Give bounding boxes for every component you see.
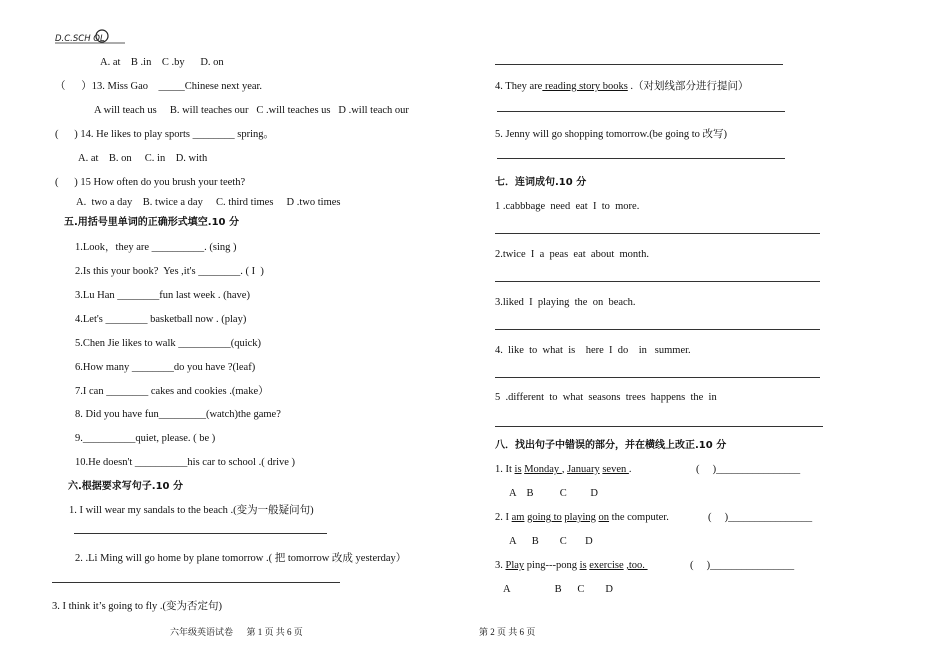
s8-question-2: 2. I am going to playing on the computer. bbox=[495, 512, 669, 523]
s8-q2-answer-blank[interactable]: ( )________________ bbox=[708, 512, 813, 523]
s7-question-1: 1 .cabbbage need eat I to more. bbox=[495, 201, 640, 212]
school-logo bbox=[55, 28, 125, 44]
s5-question-1: 1.Look，they are __________. (sing ) bbox=[75, 242, 237, 253]
q13-options: A will teach us B. will teaches our C .will teaches us D .will teach our bbox=[94, 105, 409, 116]
question-13: （ ）13. Miss Gao _____Chinese next year. bbox=[55, 81, 263, 92]
logo-text: D.C.SCH OL bbox=[55, 34, 105, 44]
s6-question-2: 2. .Li Ming will go home by plane tomorrow .( 把 tomorrow 改成 yesterday） bbox=[75, 553, 407, 564]
s8-q1-answer-blank[interactable]: ( )________________ bbox=[696, 464, 801, 475]
answer-line bbox=[495, 329, 820, 330]
question-15: ( ) 15 How often do you brush your teeth? bbox=[55, 177, 246, 188]
footer-left: 六年级英语试卷 第 1 页 共 6 页 bbox=[170, 627, 303, 637]
answer-line bbox=[74, 533, 327, 534]
answer-line bbox=[495, 426, 823, 427]
section-6-heading: 六.根据要求写句子.10 分 bbox=[68, 481, 183, 492]
s6-question-4: 4. They are reading story books .（对划线部分进行提问） bbox=[495, 81, 749, 92]
s6-question-1: 1. I will wear my sandals to the beach .(变为一般疑问句) bbox=[69, 505, 314, 516]
underlined-phrase: reading story books bbox=[542, 81, 628, 92]
s7-question-3: 3.liked I playing the on beach. bbox=[495, 297, 636, 308]
s5-question-3: 3.Lu Han ________fun last week . (have) bbox=[75, 290, 250, 301]
section-5-heading: 五.用括号里单词的正确形式填空.10 分 bbox=[64, 217, 239, 228]
s5-question-9: 9.__________quiet, please. ( be ) bbox=[75, 433, 216, 444]
section-7-heading: 七．连词成句.10 分 bbox=[495, 177, 587, 188]
s6-question-5: 5. Jenny will go shopping tomorrow.(be going to 改写) bbox=[495, 129, 728, 140]
answer-line bbox=[52, 582, 340, 583]
s5-question-2: 2.Is this your book? Yes ,it's ________. ( I ) bbox=[75, 266, 264, 277]
q15-options: A. two a day B. twice a day C. third times D .two times bbox=[76, 197, 341, 208]
s5-question-7: 7.I can ________ cakes and cookies .(make） bbox=[75, 386, 269, 397]
question-14: ( ) 14. He likes to play sports ________ spring。 bbox=[55, 129, 275, 140]
s8-question-3: 3. Play ping---pong is exercise ,too. bbox=[495, 560, 648, 571]
footer-right: 第 2 页 共 6 页 bbox=[479, 627, 536, 637]
s8-q1-labels: A B C D bbox=[509, 488, 598, 499]
s7-question-5: 5 .different to what seasons trees happens the in bbox=[495, 392, 717, 403]
s8-q3-labels: A B C D bbox=[503, 584, 613, 595]
q14-options: A. at B. on C. in D. with bbox=[78, 153, 208, 164]
s5-question-6: 6.How many ________do you have ?(leaf) bbox=[75, 362, 256, 373]
answer-line bbox=[495, 377, 820, 378]
answer-line bbox=[495, 233, 820, 234]
answer-line bbox=[495, 281, 820, 282]
s5-question-8: 8. Did you have fun_________(watch)the game? bbox=[75, 409, 281, 420]
answer-line bbox=[497, 158, 785, 159]
q12-options: A. at B .in C .by D. on bbox=[100, 57, 224, 68]
s7-question-4: 4. like to what is here I do in summer. bbox=[495, 345, 691, 356]
answer-line bbox=[495, 64, 783, 65]
s5-question-4: 4.Let's ________ basketball now . (play) bbox=[75, 314, 247, 325]
s6-question-3: 3. I think it’s going to fly .(变为否定句) bbox=[52, 601, 223, 612]
s8-question-1: 1. It is Monday , January seven . bbox=[495, 464, 632, 475]
s5-question-5: 5.Chen Jie likes to walk __________(quick) bbox=[75, 338, 262, 349]
s8-q3-answer-blank[interactable]: ( )________________ bbox=[690, 560, 795, 571]
section-8-heading: 八．找出句子中错误的部分，并在横线上改正.10 分 bbox=[495, 440, 727, 451]
s5-question-10: 10.He doesn't __________his car to school .( drive ) bbox=[75, 457, 296, 468]
answer-line bbox=[497, 111, 785, 112]
s8-q2-labels: A B C D bbox=[509, 536, 593, 547]
s7-question-2: 2.twice I a peas eat about month. bbox=[495, 249, 649, 260]
